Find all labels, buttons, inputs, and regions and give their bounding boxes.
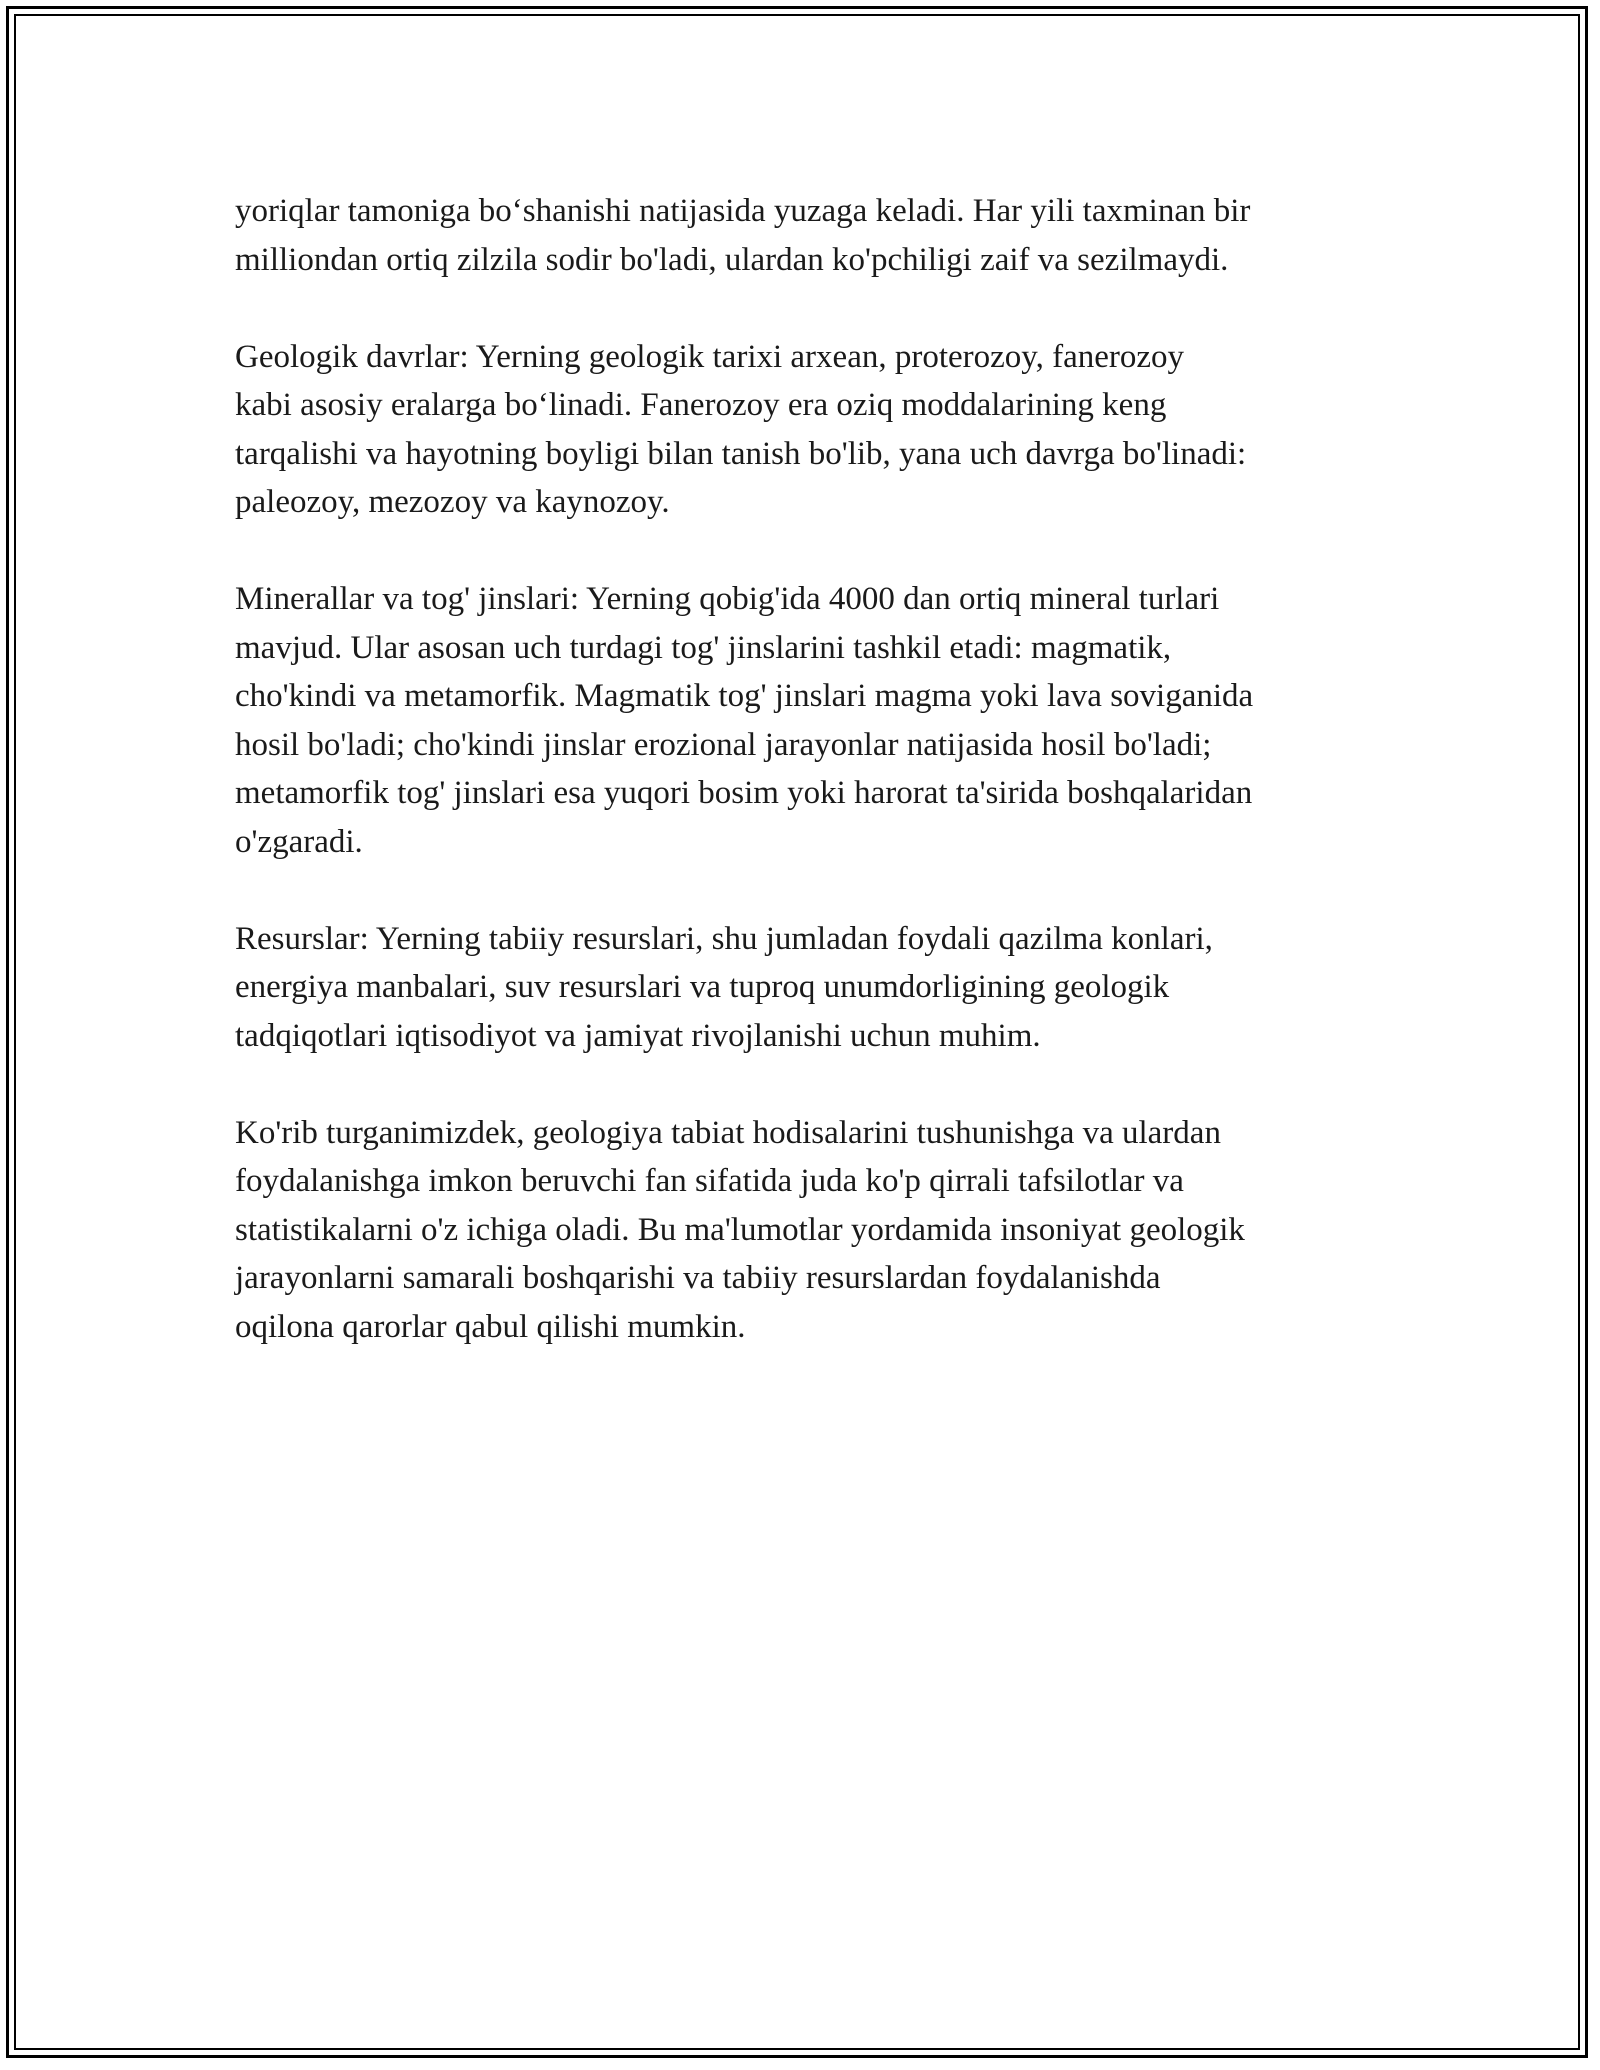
document-body: [235, 187, 1375, 1400]
paragraph-conclusion: Ko'rib turganimizdek, geologiya tabiat hodisalarini tushunishga va ulardan foydalanishga imkon beruvchi fan sifatida juda ko'p qirrali tafsilotlar va statistikalarni o'z ichiga oladi. Bu ma'lumotlar yordamida insoniyat geologik jarayonlarni samarali boshqarishi va tabiiy resurslardan foydalanishda oqilona qarorlar qabul qilishi mumkin.: [235, 1114, 1245, 1345]
paragraph-minerals-rocks: Minerallar va tog' jinslari: Yerning qobig'ida 4000 dan ortiq mineral turlari mavjud. Ular asosan uch turdagi tog' jinslarini tashkil etadi: magmatik, cho'kindi va metamorfik. Magmatik tog' jinslari magma yoki lava soviganida hosil bo'ladi; cho'kindi jinslar erozional jarayonlar natijasida hosil bo'ladi; metamorfik tog' jinslari esa yuqori bosim yoki harorat ta'sirida boshqalaridan o'zgaradi.: [235, 581, 1254, 860]
paragraph-resources: Resurslar: Yerning tabiiy resurslari, shu jumladan foydali qazilma konlari, energiya manbalari, suv resurslari va tuproq unumdorligining geologik tadqiqotlari iqtisodiyot va jamiyat rivojlanishi uchun muhim.: [235, 920, 1213, 1054]
paragraph-geologic-eras: Geologik davrlar: Yerning geologik tarixi arxean, proterozoy, fanerozoy kabi asosiy eralarga bo‘linadi. Fanerozoy era oziq moddalarining keng tarqalishi va hayotning boyligi bilan tanish bo'lib, yana uch davrga bo'linadi: paleozoy, mezozoy va kaynozoy.: [235, 338, 1247, 520]
paragraph-earthquakes: yoriqlar tamoniga bo‘shanishi natijasida yuzaga keladi. Har yili taxminan bir milliondan ortiq zilzila sodir bo'ladi, ulardan ko'pchiligi zaif va sezilmaydi.: [235, 193, 1251, 278]
